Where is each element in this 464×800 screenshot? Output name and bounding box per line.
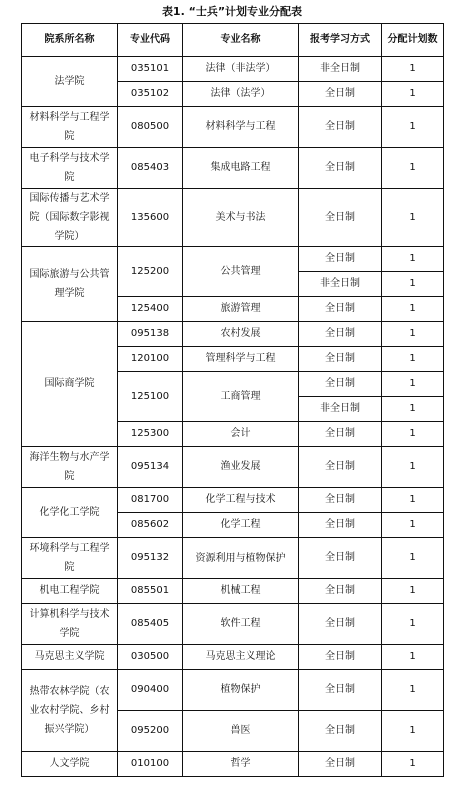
- code-cell: 095200: [118, 711, 183, 752]
- code-cell: 080500: [118, 107, 183, 148]
- major-cell: 美术与书法: [183, 189, 299, 247]
- mode-cell: 全日制: [299, 247, 382, 272]
- mode-cell: 全日制: [299, 189, 382, 247]
- header-dept: 院系所名称: [22, 24, 118, 57]
- major-cell: 马克思主义理论: [183, 645, 299, 670]
- count-cell: 1: [382, 579, 444, 604]
- major-cell: 化学工程与技术: [183, 488, 299, 513]
- table-row: [22, 670, 444, 711]
- code-cell: 095138: [118, 322, 183, 347]
- code-cell: 085501: [118, 579, 183, 604]
- dept-cell: 热带农林学院（农业农村学院、乡村振兴学院）: [22, 670, 118, 752]
- count-cell: 1: [382, 82, 444, 107]
- major-cell: 公共管理: [183, 247, 299, 297]
- count-cell: 1: [382, 272, 444, 297]
- code-cell: 095132: [118, 538, 183, 579]
- dept-cell: 国际传播与艺术学院（国际数字影视学院）: [22, 189, 118, 247]
- dept-cell: 材料科学与工程学院: [22, 107, 118, 148]
- dept-cell: 国际旅游与公共管理学院: [22, 247, 118, 322]
- mode-cell: 全日制: [299, 604, 382, 645]
- count-cell: 1: [382, 752, 444, 777]
- count-cell: 1: [382, 670, 444, 711]
- major-cell: 哲学: [183, 752, 299, 777]
- count-cell: 1: [382, 347, 444, 372]
- header-row: [22, 24, 444, 57]
- allocation-table: [21, 23, 444, 777]
- count-cell: 1: [382, 107, 444, 148]
- mode-cell: 全日制: [299, 711, 382, 752]
- major-cell: 植物保护: [183, 670, 299, 711]
- mode-cell: 全日制: [299, 488, 382, 513]
- table-row: [22, 148, 444, 189]
- dept-cell: 马克思主义学院: [22, 645, 118, 670]
- header-mode: 报考学习方式: [299, 24, 382, 57]
- mode-cell: 全日制: [299, 670, 382, 711]
- dept-cell: 化学化工学院: [22, 488, 118, 538]
- table-row: [22, 322, 444, 347]
- count-cell: 1: [382, 645, 444, 670]
- table-row: [22, 752, 444, 777]
- mode-cell: 全日制: [299, 579, 382, 604]
- table-row: [22, 538, 444, 579]
- mode-cell: 全日制: [299, 447, 382, 488]
- dept-cell: 法学院: [22, 57, 118, 107]
- major-cell: 工商管理: [183, 372, 299, 422]
- table-row: [22, 579, 444, 604]
- header-major: 专业名称: [183, 24, 299, 57]
- major-cell: 资源利用与植物保护: [183, 538, 299, 579]
- code-cell: 135600: [118, 189, 183, 247]
- count-cell: 1: [382, 322, 444, 347]
- mode-cell: 全日制: [299, 297, 382, 322]
- header-count: 分配计划数: [382, 24, 444, 57]
- dept-cell: 国际商学院: [22, 322, 118, 447]
- count-cell: 1: [382, 372, 444, 397]
- table-row: [22, 488, 444, 513]
- mode-cell: 全日制: [299, 538, 382, 579]
- count-cell: 1: [382, 397, 444, 422]
- mode-cell: 全日制: [299, 372, 382, 397]
- dept-cell: 海洋生物与水产学院: [22, 447, 118, 488]
- dept-cell: 环境科学与工程学院: [22, 538, 118, 579]
- major-cell: 渔业发展: [183, 447, 299, 488]
- dept-cell: 电子科学与技术学院: [22, 148, 118, 189]
- code-cell: 095134: [118, 447, 183, 488]
- mode-cell: 全日制: [299, 752, 382, 777]
- table-row: [22, 447, 444, 488]
- mode-cell: 非全日制: [299, 397, 382, 422]
- table-title: 表1. “士兵”计划专业分配表: [161, 5, 303, 18]
- code-cell: 081700: [118, 488, 183, 513]
- code-cell: 125300: [118, 422, 183, 447]
- count-cell: 1: [382, 447, 444, 488]
- code-cell: 125200: [118, 247, 183, 297]
- count-cell: 1: [382, 297, 444, 322]
- major-cell: 软件工程: [183, 604, 299, 645]
- major-cell: 农村发展: [183, 322, 299, 347]
- major-cell: 法律（非法学）: [183, 57, 299, 82]
- count-cell: 1: [382, 57, 444, 82]
- dept-cell: 机电工程学院: [22, 579, 118, 604]
- mode-cell: 非全日制: [299, 57, 382, 82]
- mode-cell: 全日制: [299, 513, 382, 538]
- dept-cell: 计算机科学与技术学院: [22, 604, 118, 645]
- major-cell: 材料科学与工程: [183, 107, 299, 148]
- table-row: [22, 57, 444, 82]
- count-cell: 1: [382, 513, 444, 538]
- code-cell: 035102: [118, 82, 183, 107]
- count-cell: 1: [382, 422, 444, 447]
- table-row: [22, 247, 444, 272]
- header-code: 专业代码: [118, 24, 183, 57]
- mode-cell: 非全日制: [299, 272, 382, 297]
- count-cell: 1: [382, 488, 444, 513]
- code-cell: 120100: [118, 347, 183, 372]
- table-row: [22, 604, 444, 645]
- major-cell: 管理科学与工程: [183, 347, 299, 372]
- table-row: [22, 645, 444, 670]
- count-cell: 1: [382, 604, 444, 645]
- mode-cell: 全日制: [299, 347, 382, 372]
- mode-cell: 全日制: [299, 322, 382, 347]
- major-cell: 法律（法学）: [183, 82, 299, 107]
- code-cell: 125100: [118, 372, 183, 422]
- major-cell: 化学工程: [183, 513, 299, 538]
- code-cell: 125400: [118, 297, 183, 322]
- major-cell: 机械工程: [183, 579, 299, 604]
- table-row: [22, 107, 444, 148]
- code-cell: 085602: [118, 513, 183, 538]
- code-cell: 030500: [118, 645, 183, 670]
- table-row: [22, 189, 444, 247]
- mode-cell: 全日制: [299, 82, 382, 107]
- count-cell: 1: [382, 711, 444, 752]
- count-cell: 1: [382, 247, 444, 272]
- mode-cell: 全日制: [299, 645, 382, 670]
- code-cell: 085405: [118, 604, 183, 645]
- count-cell: 1: [382, 189, 444, 247]
- major-cell: 集成电路工程: [183, 148, 299, 189]
- count-cell: 1: [382, 538, 444, 579]
- code-cell: 085403: [118, 148, 183, 189]
- dept-cell: 人文学院: [22, 752, 118, 777]
- major-cell: 会计: [183, 422, 299, 447]
- code-cell: 035101: [118, 57, 183, 82]
- code-cell: 090400: [118, 670, 183, 711]
- mode-cell: 全日制: [299, 148, 382, 189]
- count-cell: 1: [382, 148, 444, 189]
- major-cell: 旅游管理: [183, 297, 299, 322]
- mode-cell: 全日制: [299, 107, 382, 148]
- mode-cell: 全日制: [299, 422, 382, 447]
- major-cell: 兽医: [183, 711, 299, 752]
- code-cell: 010100: [118, 752, 183, 777]
